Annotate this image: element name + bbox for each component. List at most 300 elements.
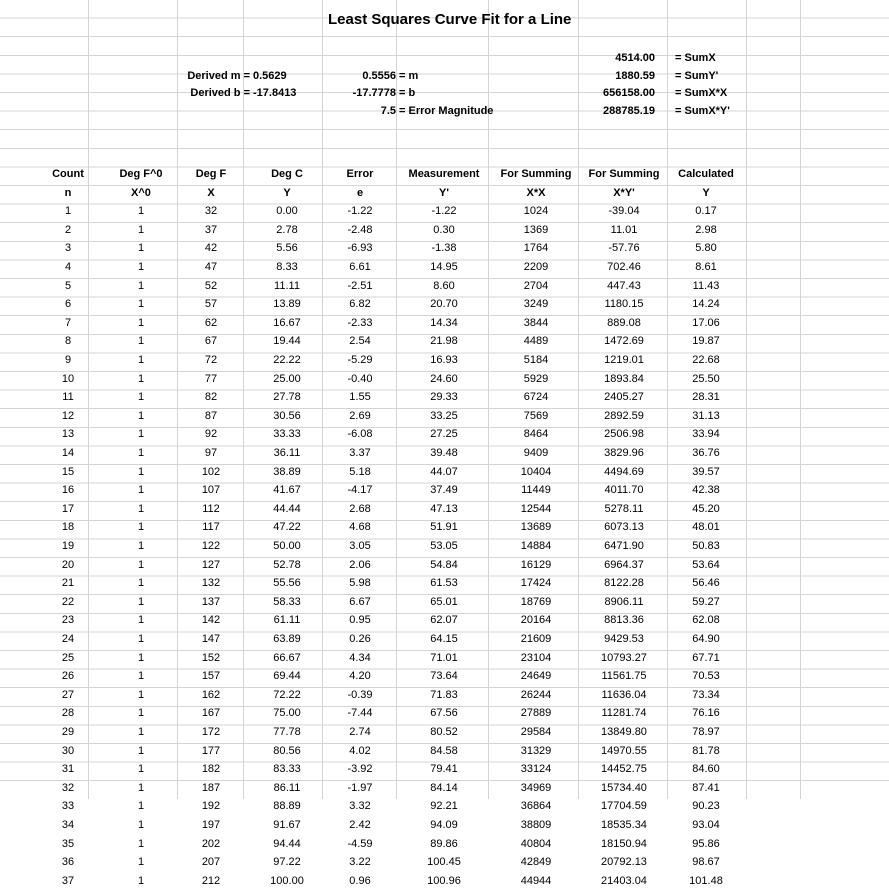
- table-cell[interactable]: 20164: [520, 614, 552, 627]
- column-header[interactable]: Deg C: [271, 168, 303, 180]
- table-cell[interactable]: 202: [201, 837, 221, 850]
- table-cell[interactable]: 2.69: [349, 409, 371, 422]
- table-cell[interactable]: 1: [137, 223, 145, 236]
- table-cell[interactable]: 9429.53: [604, 633, 644, 645]
- table-cell[interactable]: 23104: [520, 651, 552, 664]
- table-cell[interactable]: -1.22: [431, 205, 457, 218]
- table-cell[interactable]: 28: [61, 707, 75, 720]
- table-cell[interactable]: 10793.27: [601, 651, 647, 664]
- table-cell[interactable]: 8122.28: [604, 577, 644, 590]
- table-cell[interactable]: 11: [62, 391, 74, 404]
- table-cell[interactable]: 57: [204, 298, 218, 311]
- table-cell[interactable]: 122: [201, 540, 221, 552]
- table-cell[interactable]: 12544: [520, 502, 552, 515]
- column-header[interactable]: Y': [439, 186, 449, 199]
- table-cell[interactable]: 62.07: [430, 614, 458, 627]
- table-cell[interactable]: 80.52: [430, 726, 458, 738]
- table-cell[interactable]: 1: [137, 372, 145, 385]
- table-cell[interactable]: 75.00: [273, 707, 301, 720]
- table-cell[interactable]: 1: [137, 521, 145, 534]
- table-cell[interactable]: 52: [204, 279, 218, 292]
- table-cell[interactable]: 8906.11: [604, 595, 644, 608]
- table-cell[interactable]: 11.11: [274, 279, 300, 292]
- table-cell[interactable]: 92: [204, 428, 218, 441]
- table-cell[interactable]: 30: [61, 744, 75, 757]
- table-cell[interactable]: 86.11: [273, 781, 301, 794]
- table-cell[interactable]: 1.55: [349, 391, 371, 404]
- column-header[interactable]: Y: [702, 186, 710, 199]
- table-cell[interactable]: 31: [61, 763, 75, 776]
- table-cell[interactable]: 66.67: [273, 651, 301, 664]
- table-cell[interactable]: 100.96: [427, 874, 461, 887]
- table-cell[interactable]: 98.67: [692, 856, 720, 869]
- table-cell[interactable]: 137: [201, 595, 221, 608]
- table-cell[interactable]: 24649: [520, 670, 552, 683]
- table-cell[interactable]: 1180.15: [604, 298, 644, 311]
- table-cell[interactable]: 3249: [523, 298, 549, 311]
- table-cell[interactable]: 34: [61, 819, 75, 831]
- table-cell[interactable]: -2.51: [347, 279, 373, 292]
- table-cell[interactable]: 67.56: [430, 707, 458, 720]
- table-cell[interactable]: 89.86: [430, 837, 458, 850]
- table-cell[interactable]: 6724: [523, 391, 549, 404]
- table-cell[interactable]: 1472.69: [604, 335, 644, 348]
- table-cell[interactable]: 80.56: [273, 744, 301, 757]
- table-cell[interactable]: 69.44: [273, 670, 301, 683]
- table-cell[interactable]: 37: [61, 874, 75, 887]
- table-cell[interactable]: 78.97: [692, 726, 720, 738]
- table-cell[interactable]: 19.87: [692, 335, 720, 348]
- table-cell[interactable]: 3: [64, 242, 72, 255]
- table-cell[interactable]: -1.97: [347, 781, 373, 794]
- table-cell[interactable]: 1: [137, 856, 145, 869]
- table-cell[interactable]: 1: [137, 558, 145, 571]
- table-cell[interactable]: 2: [64, 223, 72, 236]
- table-cell[interactable]: 1: [137, 595, 145, 608]
- table-cell[interactable]: 44.07: [430, 465, 458, 478]
- table-cell[interactable]: 8464: [523, 428, 549, 441]
- table-cell[interactable]: 14.95: [430, 261, 458, 273]
- table-cell[interactable]: -1.22: [347, 205, 373, 218]
- column-header[interactable]: X*Y': [613, 186, 635, 199]
- table-cell[interactable]: 36.76: [692, 447, 720, 459]
- table-cell[interactable]: 79.41: [430, 763, 458, 776]
- table-cell[interactable]: 27.78: [273, 391, 301, 404]
- table-cell[interactable]: 197: [201, 819, 221, 831]
- table-cell[interactable]: 5929: [523, 372, 549, 385]
- table-cell[interactable]: 48.01: [692, 521, 720, 534]
- table-cell[interactable]: 107: [201, 484, 221, 497]
- table-cell[interactable]: 23: [61, 614, 75, 627]
- column-header[interactable]: X: [207, 186, 215, 199]
- table-cell[interactable]: 0.30: [433, 223, 455, 236]
- table-cell[interactable]: 63.89: [273, 633, 301, 645]
- table-cell[interactable]: 82: [204, 391, 218, 404]
- table-cell[interactable]: 67.71: [692, 651, 720, 664]
- table-cell[interactable]: 38.89: [273, 465, 301, 478]
- table-cell[interactable]: 1: [137, 688, 145, 701]
- table-cell[interactable]: 88.89: [273, 800, 301, 813]
- table-cell[interactable]: 33: [61, 800, 75, 813]
- table-cell[interactable]: 152: [201, 651, 221, 664]
- table-cell[interactable]: 447.43: [607, 279, 641, 292]
- table-cell[interactable]: 47: [204, 261, 218, 273]
- table-cell[interactable]: 24.60: [430, 372, 458, 385]
- table-cell[interactable]: 94.09: [430, 819, 458, 831]
- table-cell[interactable]: 62: [204, 316, 218, 329]
- table-cell[interactable]: 2.68: [349, 502, 371, 515]
- table-cell[interactable]: 77: [204, 372, 218, 385]
- table-cell[interactable]: 17424: [520, 577, 552, 590]
- table-cell[interactable]: 16: [61, 484, 75, 497]
- table-cell[interactable]: 2892.59: [604, 409, 644, 422]
- table-cell[interactable]: 127: [201, 558, 221, 571]
- table-cell[interactable]: 9: [64, 354, 72, 366]
- table-cell[interactable]: 14884: [520, 540, 552, 552]
- table-cell[interactable]: 15734.40: [601, 781, 647, 794]
- table-cell[interactable]: 100.00: [270, 874, 304, 887]
- table-cell[interactable]: 14970.55: [601, 744, 647, 757]
- table-cell[interactable]: 1: [137, 465, 145, 478]
- table-cell[interactable]: 37: [204, 223, 218, 236]
- table-cell[interactable]: 20.70: [430, 298, 458, 311]
- table-cell[interactable]: 1: [137, 726, 145, 738]
- table-cell[interactable]: 72.22: [273, 688, 301, 701]
- table-cell[interactable]: 84.60: [692, 763, 720, 776]
- table-cell[interactable]: 167: [201, 707, 221, 720]
- table-cell[interactable]: 6.67: [349, 595, 371, 608]
- table-cell[interactable]: 8.60: [433, 279, 455, 292]
- table-cell[interactable]: 14: [61, 447, 75, 459]
- table-cell[interactable]: 1: [137, 707, 145, 720]
- column-header[interactable]: For Summing: [500, 168, 572, 180]
- table-cell[interactable]: 207: [201, 856, 221, 869]
- column-header[interactable]: Count: [52, 168, 84, 180]
- table-cell[interactable]: 26244: [520, 688, 552, 701]
- table-cell[interactable]: 1: [137, 614, 145, 627]
- table-cell[interactable]: 26: [61, 670, 75, 683]
- table-cell[interactable]: 39.57: [692, 465, 720, 478]
- table-cell[interactable]: 42.38: [692, 484, 720, 497]
- table-cell[interactable]: 1024: [523, 205, 549, 218]
- table-cell[interactable]: 33124: [520, 763, 552, 776]
- table-cell[interactable]: 4: [64, 261, 72, 273]
- table-cell[interactable]: 5.80: [695, 242, 717, 255]
- table-cell[interactable]: 29.33: [430, 391, 458, 404]
- table-cell[interactable]: 0.95: [349, 614, 371, 627]
- table-cell[interactable]: 157: [201, 670, 221, 683]
- table-cell[interactable]: 53.05: [430, 540, 458, 552]
- table-cell[interactable]: 71.01: [430, 651, 458, 664]
- table-cell[interactable]: 3.05: [349, 540, 371, 552]
- table-cell[interactable]: 101.48: [689, 874, 723, 887]
- table-cell[interactable]: -4.17: [347, 484, 373, 497]
- table-cell[interactable]: 24: [61, 633, 75, 645]
- table-cell[interactable]: 212: [201, 874, 221, 887]
- table-cell[interactable]: 0.00: [276, 205, 298, 218]
- table-cell[interactable]: 13.89: [273, 298, 301, 311]
- table-cell[interactable]: -2.33: [347, 316, 373, 329]
- table-cell[interactable]: 38809: [520, 819, 552, 831]
- column-header[interactable]: X^0: [131, 186, 151, 199]
- table-cell[interactable]: 8.33: [276, 261, 298, 273]
- table-cell[interactable]: 6964.37: [604, 558, 644, 571]
- table-cell[interactable]: 1: [137, 205, 145, 218]
- table-cell[interactable]: 59.27: [692, 595, 720, 608]
- table-cell[interactable]: 97: [204, 447, 218, 459]
- table-cell[interactable]: 172: [201, 726, 221, 738]
- table-cell[interactable]: 1: [137, 744, 145, 757]
- table-cell[interactable]: 17704.59: [601, 800, 647, 813]
- table-cell[interactable]: 11636.04: [601, 688, 647, 701]
- table-cell[interactable]: 7: [64, 316, 72, 329]
- table-cell[interactable]: 27.25: [430, 428, 458, 441]
- table-cell[interactable]: 32: [61, 781, 75, 794]
- table-cell[interactable]: 2.06: [349, 558, 371, 571]
- table-cell[interactable]: 64.15: [430, 633, 458, 645]
- table-cell[interactable]: 2.54: [349, 335, 371, 348]
- table-cell[interactable]: 73.34: [692, 688, 720, 701]
- column-header[interactable]: X*X: [526, 186, 546, 199]
- table-cell[interactable]: 44.44: [273, 502, 301, 515]
- table-cell[interactable]: 1: [137, 651, 145, 664]
- table-cell[interactable]: 1: [137, 428, 145, 441]
- table-cell[interactable]: 6.82: [349, 298, 371, 311]
- table-cell[interactable]: 45.20: [692, 502, 720, 515]
- table-cell[interactable]: 53.64: [692, 558, 720, 571]
- table-cell[interactable]: 21403.04: [601, 874, 647, 887]
- table-cell[interactable]: 16.67: [273, 316, 301, 329]
- table-cell[interactable]: 55.56: [273, 577, 301, 590]
- table-cell[interactable]: 42849: [520, 856, 552, 869]
- table-cell[interactable]: 117: [202, 521, 220, 534]
- table-cell[interactable]: 100.45: [427, 856, 461, 869]
- table-cell[interactable]: 21.98: [430, 335, 458, 348]
- table-cell[interactable]: 40804: [520, 837, 552, 850]
- table-cell[interactable]: 13: [61, 428, 75, 441]
- table-cell[interactable]: 30.56: [273, 409, 301, 422]
- table-cell[interactable]: -6.08: [347, 428, 373, 441]
- table-cell[interactable]: 95.86: [692, 837, 720, 850]
- column-header[interactable]: n: [64, 186, 72, 199]
- table-cell[interactable]: -5.29: [347, 354, 373, 366]
- table-cell[interactable]: 87: [204, 409, 218, 422]
- table-cell[interactable]: 33.33: [273, 428, 301, 441]
- table-cell[interactable]: 11.01: [610, 223, 638, 236]
- table-cell[interactable]: 34969: [520, 781, 552, 794]
- table-cell[interactable]: 14.34: [430, 316, 458, 329]
- table-cell[interactable]: 18: [61, 521, 75, 534]
- table-cell[interactable]: 182: [201, 763, 221, 776]
- table-cell[interactable]: 2.98: [695, 223, 717, 236]
- table-cell[interactable]: 42: [204, 242, 218, 255]
- table-cell[interactable]: 27889: [520, 707, 552, 720]
- table-cell[interactable]: 19: [61, 540, 75, 552]
- table-cell[interactable]: 0.26: [349, 633, 371, 645]
- column-header[interactable]: Deg F: [195, 168, 227, 180]
- table-cell[interactable]: 6: [64, 298, 72, 311]
- table-cell[interactable]: 3.22: [349, 856, 371, 869]
- table-cell[interactable]: 33.94: [692, 428, 720, 441]
- column-header[interactable]: Calculated: [678, 168, 734, 180]
- table-cell[interactable]: 5184: [523, 354, 549, 366]
- table-cell[interactable]: 16.93: [430, 354, 458, 366]
- table-cell[interactable]: 702.46: [607, 261, 641, 273]
- table-cell[interactable]: 33.25: [430, 409, 458, 422]
- table-cell[interactable]: 22: [61, 595, 75, 608]
- table-cell[interactable]: 11561.75: [601, 670, 647, 683]
- table-cell[interactable]: 0.17: [695, 205, 717, 218]
- table-cell[interactable]: 4.34: [349, 651, 371, 664]
- table-cell[interactable]: 5.98: [349, 577, 371, 590]
- table-cell[interactable]: 17.06: [692, 316, 720, 329]
- table-cell[interactable]: 1: [137, 577, 145, 590]
- table-cell[interactable]: 187: [201, 781, 221, 794]
- table-cell[interactable]: 84.58: [430, 744, 458, 757]
- table-cell[interactable]: 54.84: [430, 558, 458, 571]
- table-cell[interactable]: 1: [137, 279, 145, 292]
- table-cell[interactable]: 71.83: [430, 688, 458, 701]
- table-cell[interactable]: 1: [137, 763, 145, 776]
- table-cell[interactable]: -39.04: [608, 205, 640, 218]
- table-cell[interactable]: 8: [64, 335, 72, 348]
- table-cell[interactable]: 37.49: [430, 484, 458, 497]
- table-cell[interactable]: 0.96: [349, 874, 371, 887]
- table-cell[interactable]: 147: [201, 633, 221, 645]
- table-cell[interactable]: 6.61: [349, 261, 371, 273]
- table-cell[interactable]: 14452.75: [601, 763, 647, 776]
- table-cell[interactable]: 192: [201, 800, 221, 813]
- table-cell[interactable]: 36: [61, 856, 75, 869]
- table-cell[interactable]: 6471.90: [604, 540, 644, 552]
- table-cell[interactable]: 62.08: [692, 614, 720, 627]
- table-cell[interactable]: 1: [137, 874, 145, 887]
- table-cell[interactable]: -3.92: [347, 763, 373, 776]
- table-cell[interactable]: 8813.36: [604, 614, 644, 627]
- table-cell[interactable]: 11449: [521, 484, 551, 497]
- table-cell[interactable]: 70.53: [692, 670, 720, 683]
- column-header[interactable]: Measurement: [408, 168, 480, 180]
- table-cell[interactable]: 5.56: [276, 242, 298, 255]
- table-cell[interactable]: 72: [204, 354, 218, 366]
- table-cell[interactable]: 17: [61, 502, 75, 515]
- table-cell[interactable]: 3.32: [349, 800, 371, 813]
- table-cell[interactable]: 1219.01: [604, 354, 644, 366]
- table-cell[interactable]: 83.33: [273, 763, 301, 776]
- column-header[interactable]: Deg F^0: [119, 168, 163, 180]
- table-cell[interactable]: 58.33: [273, 595, 301, 608]
- table-cell[interactable]: 92.21: [430, 800, 458, 813]
- table-cell[interactable]: 1: [137, 670, 145, 683]
- table-cell[interactable]: 1: [137, 800, 145, 813]
- table-cell[interactable]: -57.76: [608, 242, 640, 255]
- table-cell[interactable]: 35: [61, 837, 75, 850]
- table-cell[interactable]: 22.22: [273, 354, 301, 366]
- table-cell[interactable]: 9409: [523, 447, 549, 459]
- table-cell[interactable]: 14.24: [692, 298, 720, 311]
- table-cell[interactable]: 65.01: [430, 595, 458, 608]
- table-cell[interactable]: 1: [137, 261, 145, 273]
- table-cell[interactable]: 20792.13: [601, 856, 647, 869]
- table-cell[interactable]: 91.67: [273, 819, 301, 831]
- table-cell[interactable]: 1: [64, 205, 72, 218]
- table-cell[interactable]: 1: [137, 781, 145, 794]
- table-cell[interactable]: 50.00: [273, 540, 301, 552]
- table-cell[interactable]: 19.44: [273, 335, 301, 348]
- table-cell[interactable]: 8.61: [695, 261, 717, 273]
- table-cell[interactable]: -0.40: [347, 372, 373, 385]
- table-cell[interactable]: 94.44: [273, 837, 301, 850]
- table-cell[interactable]: 3844: [523, 316, 549, 329]
- table-cell[interactable]: 25.00: [273, 372, 301, 385]
- table-cell[interactable]: 1: [137, 447, 145, 459]
- table-cell[interactable]: 47.13: [430, 502, 458, 515]
- table-cell[interactable]: 1: [137, 391, 145, 404]
- table-cell[interactable]: 1: [137, 409, 145, 422]
- table-cell[interactable]: 10: [61, 372, 75, 385]
- table-cell[interactable]: 13689: [520, 521, 552, 534]
- table-cell[interactable]: 90.23: [692, 800, 720, 813]
- table-cell[interactable]: 13849.80: [601, 726, 647, 738]
- table-cell[interactable]: 31.13: [692, 409, 720, 422]
- table-cell[interactable]: 32: [204, 205, 218, 218]
- table-cell[interactable]: 2209: [523, 261, 549, 273]
- table-cell[interactable]: 4011.70: [604, 484, 644, 497]
- table-cell[interactable]: 61.11: [273, 614, 301, 627]
- table-cell[interactable]: 3829.96: [604, 447, 644, 459]
- table-cell[interactable]: 21: [61, 577, 75, 590]
- column-header[interactable]: e: [356, 186, 364, 199]
- table-cell[interactable]: 1: [137, 298, 145, 311]
- column-header[interactable]: For Summing: [588, 168, 660, 180]
- table-cell[interactable]: 1893.84: [604, 372, 644, 385]
- table-cell[interactable]: 142: [201, 614, 221, 627]
- table-cell[interactable]: 1: [137, 335, 145, 348]
- table-cell[interactable]: 5: [64, 279, 72, 292]
- table-cell[interactable]: 1: [137, 837, 145, 850]
- table-cell[interactable]: 56.46: [692, 577, 720, 590]
- table-cell[interactable]: 18150.94: [601, 837, 647, 850]
- table-cell[interactable]: 2405.27: [604, 391, 644, 404]
- table-cell[interactable]: 47.22: [273, 521, 301, 534]
- table-cell[interactable]: 2.42: [349, 819, 371, 831]
- table-cell[interactable]: 28.31: [692, 391, 720, 404]
- table-cell[interactable]: 84.14: [430, 781, 458, 794]
- table-cell[interactable]: 12: [61, 409, 75, 422]
- table-cell[interactable]: 97.22: [273, 856, 301, 869]
- table-cell[interactable]: 889.08: [607, 316, 641, 329]
- table-cell[interactable]: 1: [137, 242, 145, 255]
- table-cell[interactable]: 2.78: [276, 223, 298, 236]
- table-cell[interactable]: 10404: [520, 465, 552, 478]
- table-cell[interactable]: 22.68: [692, 354, 720, 366]
- table-cell[interactable]: 15: [61, 465, 75, 478]
- table-cell[interactable]: 162: [201, 688, 221, 701]
- table-cell[interactable]: -2.48: [347, 223, 373, 236]
- table-cell[interactable]: 20: [61, 558, 75, 571]
- table-cell[interactable]: 73.64: [430, 670, 458, 683]
- table-cell[interactable]: 4.20: [349, 670, 371, 683]
- table-cell[interactable]: -4.59: [347, 837, 373, 850]
- table-cell[interactable]: 52.78: [273, 558, 301, 571]
- table-cell[interactable]: 112: [202, 502, 220, 515]
- table-cell[interactable]: 1: [137, 354, 145, 366]
- table-cell[interactable]: 177: [201, 744, 221, 757]
- table-cell[interactable]: 2506.98: [604, 428, 644, 441]
- table-cell[interactable]: 76.16: [692, 707, 720, 720]
- table-cell[interactable]: 1764: [523, 242, 549, 255]
- table-cell[interactable]: 61.53: [430, 577, 458, 590]
